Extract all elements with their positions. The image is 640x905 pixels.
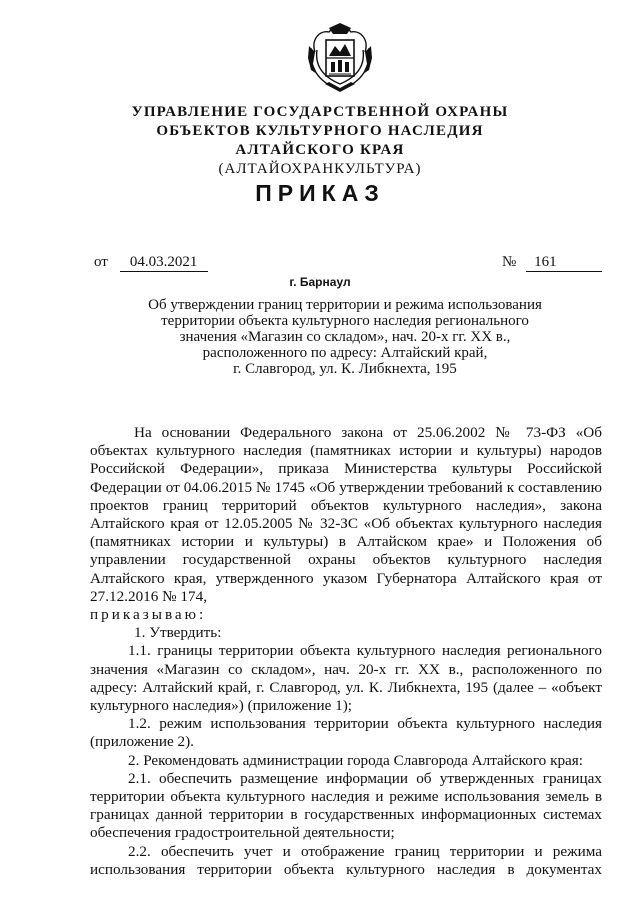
date-value: 04.03.2021 bbox=[120, 254, 208, 272]
clause-2: 2. Рекомендовать администрации города Славгорода Алтайского края: bbox=[128, 751, 583, 769]
document-body bbox=[90, 424, 602, 879]
clause-1-2: 1.2. режим использования территории объекта культурного наследия (приложение 2). bbox=[90, 715, 602, 751]
org-line: АЛТАЙСКОГО КРАЯ bbox=[235, 142, 405, 158]
subject-line: Об утверждении границ территории и режима использования bbox=[148, 297, 542, 313]
number-prefix: № bbox=[502, 254, 517, 270]
org-abbreviation: (АЛТАЙОХРАНКУЛЬТУРА) bbox=[218, 161, 422, 177]
clause-1: 1. Утвердить: bbox=[134, 624, 222, 642]
subject-line: территории объекта культурного наследия регионального bbox=[161, 313, 529, 329]
clause-2-2: 2.2. обеспечить учет и отображение границ территории и режима использования территории объекта культурного наследия в документах bbox=[90, 842, 602, 878]
clause-1-1: 1.1. границы территории объекта культурного наследия регионального значения «Магазин со складом», нач. 20-х гг. XX в., расположенного по адресу: Алтайский край, г. Славгород, ул. К. Либкнехта, 195 (далее – «объект культурного наследия») (приложение 1); bbox=[90, 642, 602, 715]
org-line: УПРАВЛЕНИЕ ГОСУДАРСТВЕННОЙ ОХРАНЫ bbox=[131, 104, 509, 120]
clause-2-1: 2.1. обеспечить размещение информации об утвержденных границах территории объекта культурного наследия и режиме использования земель в границах данной территории в государственных информационных системах обеспечения градостроительной деятельности; bbox=[90, 769, 602, 842]
document-type-title: ПРИКАЗ bbox=[255, 180, 385, 206]
document-subject bbox=[130, 297, 560, 377]
document-date bbox=[94, 254, 208, 272]
subject-line: расположенного по адресу: Алтайский край, bbox=[202, 345, 488, 361]
coat-of-arms-emblem-icon bbox=[307, 22, 373, 94]
subject-line: значения «Магазин со складом», нач. 20-х гг. XX в., bbox=[179, 329, 511, 345]
subject-line: г. Славгород, ул. К. Либкнехта, 195 bbox=[233, 361, 457, 377]
city-name: г. Барнаул bbox=[289, 275, 351, 289]
org-line: ОБЪЕКТОВ КУЛЬТУРНОГО НАСЛЕДИЯ bbox=[156, 123, 484, 139]
document-number bbox=[502, 254, 602, 272]
preamble-paragraph: На основании Федерального закона от 25.06.2002 № 73-ФЗ «Об объектах культурного наследия (памятниках истории и культуры) народов Российской Федерации», приказа Министерства культуры Российской Федерации от 04.06.2015 № 1745 «Об утверждении требований к составлению проектов границ территорий объектов культурного наследия», закона Алтайского края от 12.05.2005 № 32-ЗС «Об объектах культурного наследия (памятниках истории и культуры) в Алтайском крае» и Положения об управлении государственной охраны объектов культурного наследия Алтайского края, утвержденного указом Губернатора Алтайского края от 27.12.2016 № 174, bbox=[90, 424, 602, 605]
number-value: 161 bbox=[526, 254, 602, 272]
organization-name bbox=[0, 103, 640, 179]
order-word: приказываю: bbox=[90, 606, 207, 624]
date-prefix: от bbox=[94, 254, 108, 270]
